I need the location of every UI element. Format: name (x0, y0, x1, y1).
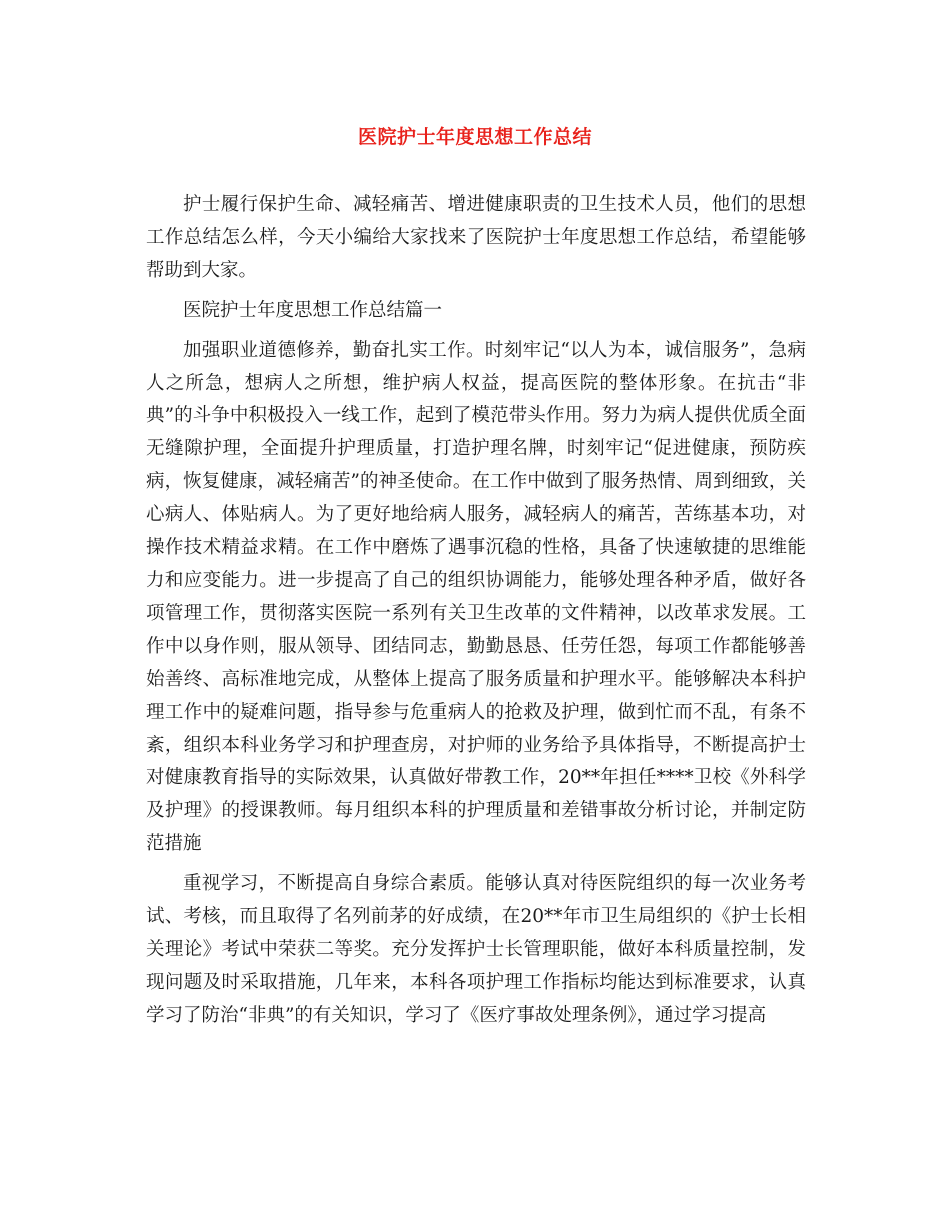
body-paragraph: 加强职业道德修养，勤奋扎实工作。时刻牢记“以人为本，诚信服务”，急病人之所急，想病人之所想，维护病人权益，提高医院的整体形象。在抗击“非典”的斗争中积极投入一线工作，起到了模范带头作用。努力为病人提供优质全面无缝隙护理，全面提升护理质量，打造护理名牌，时刻牢记“促进健康，预防疾病，恢复健康，减轻痛苦”的神圣使命。在工作中做到了服务热情、周到细致，关心病人、体贴病人。为了更好地给病人服务，减轻病人的痛苦，苦练基本功，对操作技术精益求精。在工作中磨炼了遇事沉稳的性格，具备了快速敏捷的思维能力和应变能力。进一步提高了自己的组织协调能力，能够处理各种矛盾，做好各项管理工作，贯彻落实医院一系列有关卫生改革的文件精神，以改革求发展。工作中以身作则，服从领导、团结同志，勤勤恳恳、任劳任怨，每项工作都能够善始善终、高标准地完成，从整体上提高了服务质量和护理水平。能够解决本科护理工作中的疑难问题，指导参与危重病人的抢救及护理，做到忙而不乱，有条不紊，组织本科业务学习和护理查房，对护师的业务给予具体指导，不断提高护士对健康教育指导的实际效果，认真做好带教工作，20**年担任****卫校《外科学及护理》的授课教师。每月组织本科的护理质量和差错事故分析讨论，并制定防范措施 (146, 339, 806, 855)
body-paragraph: 重视学习，不断提高自身综合素质。能够认真对待医院组织的每一次业务考试、考核，而且取得了名列前茅的好成绩，在20**年市卫生局组织的《护士长相关理论》考试中荣获二等奖。充分发挥护士长管理职能，做好本科质量控制，发现问题及时采取措施，几年来，本科各项护理工作指标均能达到标准要求，认真学习了防治“非典”的有关知识，学习了《医疗事故处理条例》，通过学习提高 (146, 873, 806, 1026)
document-title: 医院护士年度思想工作总结 (357, 126, 592, 148)
intro-paragraph: 护士履行保护生命、减轻痛苦、增进健康职责的卫生技术人员，他们的思想工作总结怎么样，今天小编给大家找来了医院护士年度思想工作总结，希望能够帮助到大家。 (146, 194, 806, 281)
section-heading: 医院护士年度思想工作总结篇一 (183, 299, 443, 321)
document-body (146, 189, 806, 1033)
